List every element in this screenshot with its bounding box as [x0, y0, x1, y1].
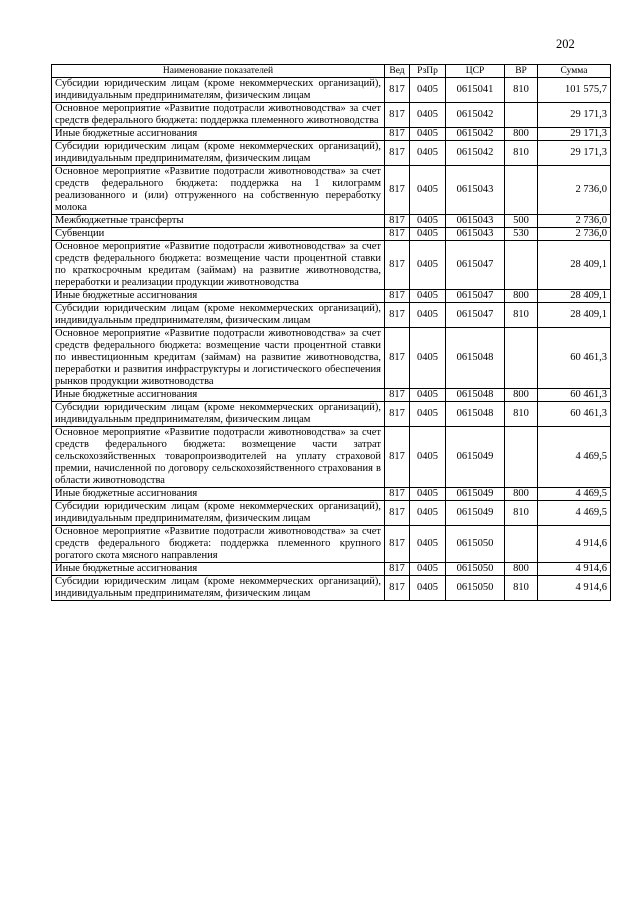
row-csr-cell: 0615048	[446, 389, 505, 402]
row-ved-cell: 817	[385, 290, 410, 303]
row-name-cell: Основное мероприятие «Развитие подотрасли животноводства» за счет средств федерального бюджета: поддержка племенного животноводства	[52, 103, 385, 128]
table-row	[52, 328, 611, 389]
row-ved-cell: 817	[385, 303, 410, 328]
row-rzpr-cell: 0405	[410, 501, 446, 526]
row-sum-cell: 60 461,3	[538, 328, 611, 389]
row-csr-cell: 0615050	[446, 576, 505, 601]
row-sum-cell: 2 736,0	[538, 228, 611, 241]
row-vr-cell: 810	[505, 78, 538, 103]
row-ved-cell: 817	[385, 241, 410, 290]
row-sum-cell: 28 409,1	[538, 241, 611, 290]
row-rzpr-cell: 0405	[410, 563, 446, 576]
row-vr-cell: 810	[505, 141, 538, 166]
row-vr-cell	[505, 241, 538, 290]
row-vr-cell	[505, 427, 538, 488]
row-sum-cell: 29 171,3	[538, 128, 611, 141]
row-vr-cell	[505, 526, 538, 563]
row-ved-cell: 817	[385, 166, 410, 215]
row-sum-cell: 60 461,3	[538, 389, 611, 402]
row-name-cell: Иные бюджетные ассигнования	[52, 290, 385, 303]
table-row	[52, 103, 611, 128]
row-csr-cell: 0615042	[446, 103, 505, 128]
row-csr-cell: 0615049	[446, 488, 505, 501]
row-vr-cell: 810	[505, 501, 538, 526]
row-csr-cell: 0615047	[446, 290, 505, 303]
row-ved-cell: 817	[385, 228, 410, 241]
table-row	[52, 526, 611, 563]
table-row	[52, 563, 611, 576]
table-row	[52, 402, 611, 427]
table-row	[52, 215, 611, 228]
table-row	[52, 128, 611, 141]
row-csr-cell: 0615047	[446, 303, 505, 328]
row-sum-cell: 4 914,6	[538, 576, 611, 601]
row-vr-cell: 800	[505, 389, 538, 402]
row-ved-cell: 817	[385, 328, 410, 389]
row-ved-cell: 817	[385, 215, 410, 228]
row-rzpr-cell: 0405	[410, 488, 446, 501]
row-csr-cell: 0615043	[446, 166, 505, 215]
row-rzpr-cell: 0405	[410, 402, 446, 427]
row-sum-cell: 28 409,1	[538, 290, 611, 303]
row-ved-cell: 817	[385, 103, 410, 128]
column-header-csr: ЦСР	[446, 65, 505, 78]
row-sum-cell: 60 461,3	[538, 402, 611, 427]
row-csr-cell: 0615043	[446, 228, 505, 241]
row-rzpr-cell: 0405	[410, 328, 446, 389]
table-row	[52, 389, 611, 402]
row-name-cell: Основное мероприятие «Развитие подотрасли животноводства» за счет средств федерального бюджета: возмещение части процентной ставки по краткосрочным кредитам (займам) на развитие животноводства, переработки и реализации продукции животноводства	[52, 241, 385, 290]
row-rzpr-cell: 0405	[410, 576, 446, 601]
row-sum-cell: 2 736,0	[538, 215, 611, 228]
row-rzpr-cell: 0405	[410, 215, 446, 228]
row-ved-cell: 817	[385, 526, 410, 563]
row-rzpr-cell: 0405	[410, 389, 446, 402]
row-ved-cell: 817	[385, 488, 410, 501]
row-csr-cell: 0615048	[446, 328, 505, 389]
row-rzpr-cell: 0405	[410, 427, 446, 488]
row-vr-cell: 500	[505, 215, 538, 228]
row-csr-cell: 0615050	[446, 526, 505, 563]
row-csr-cell: 0615049	[446, 427, 505, 488]
row-rzpr-cell: 0405	[410, 78, 446, 103]
row-vr-cell	[505, 166, 538, 215]
row-name-cell: Иные бюджетные ассигнования	[52, 563, 385, 576]
row-name-cell: Субсидии юридическим лицам (кроме некоммерческих организаций), индивидуальным предпринимателям, физическим лицам	[52, 501, 385, 526]
row-csr-cell: 0615050	[446, 563, 505, 576]
budget-table	[51, 64, 611, 601]
row-vr-cell: 800	[505, 563, 538, 576]
row-name-cell: Межбюджетные трансферты	[52, 215, 385, 228]
table-row	[52, 488, 611, 501]
table-row	[52, 303, 611, 328]
row-ved-cell: 817	[385, 576, 410, 601]
column-header-sum: Сумма	[538, 65, 611, 78]
row-vr-cell: 810	[505, 576, 538, 601]
row-name-cell: Субсидии юридическим лицам (кроме некоммерческих организаций), индивидуальным предпринимателям, физическим лицам	[52, 141, 385, 166]
row-ved-cell: 817	[385, 402, 410, 427]
table-row	[52, 576, 611, 601]
row-name-cell: Субсидии юридическим лицам (кроме некоммерческих организаций), индивидуальным предпринимателям, физическим лицам	[52, 78, 385, 103]
column-header-rzpr: РзПр	[410, 65, 446, 78]
row-csr-cell: 0615043	[446, 215, 505, 228]
row-rzpr-cell: 0405	[410, 128, 446, 141]
row-sum-cell: 4 914,6	[538, 563, 611, 576]
row-vr-cell: 530	[505, 228, 538, 241]
row-rzpr-cell: 0405	[410, 290, 446, 303]
table-row	[52, 228, 611, 241]
row-csr-cell: 0615042	[446, 141, 505, 166]
row-name-cell: Иные бюджетные ассигнования	[52, 488, 385, 501]
row-vr-cell: 800	[505, 128, 538, 141]
column-header-ved: Вед	[385, 65, 410, 78]
row-ved-cell: 817	[385, 563, 410, 576]
row-sum-cell: 4 914,6	[538, 526, 611, 563]
row-ved-cell: 817	[385, 78, 410, 103]
row-sum-cell: 4 469,5	[538, 501, 611, 526]
row-rzpr-cell: 0405	[410, 303, 446, 328]
row-rzpr-cell: 0405	[410, 166, 446, 215]
row-vr-cell: 800	[505, 488, 538, 501]
row-sum-cell: 28 409,1	[538, 303, 611, 328]
row-sum-cell: 101 575,7	[538, 78, 611, 103]
row-name-cell: Иные бюджетные ассигнования	[52, 389, 385, 402]
page-number: 202	[556, 37, 575, 51]
row-vr-cell	[505, 328, 538, 389]
row-vr-cell: 810	[505, 303, 538, 328]
row-rzpr-cell: 0405	[410, 103, 446, 128]
column-header-name: Наименование показателей	[52, 65, 385, 78]
row-vr-cell	[505, 103, 538, 128]
table-row	[52, 166, 611, 215]
table-header-row	[52, 65, 611, 78]
row-rzpr-cell: 0405	[410, 228, 446, 241]
row-name-cell: Основное мероприятие «Развитие подотрасли животноводства» за счет средств федерального бюджета: возмещение части процентной ставки по инвестиционным кредитам (займам) на развитие животноводства, переработки и развития инфраструктуры и логистического обеспечения рынков продукции животноводства	[52, 328, 385, 389]
row-rzpr-cell: 0405	[410, 141, 446, 166]
row-sum-cell: 4 469,5	[538, 488, 611, 501]
row-name-cell: Субвенции	[52, 228, 385, 241]
row-ved-cell: 817	[385, 128, 410, 141]
table-row	[52, 290, 611, 303]
row-sum-cell: 29 171,3	[538, 141, 611, 166]
row-csr-cell: 0615047	[446, 241, 505, 290]
row-name-cell: Субсидии юридическим лицам (кроме некоммерческих организаций), индивидуальным предпринимателям, физическим лицам	[52, 402, 385, 427]
row-sum-cell: 29 171,3	[538, 103, 611, 128]
row-name-cell: Основное мероприятие «Развитие подотрасли животноводства» за счет средств федерального бюджета: поддержка на 1 килограмм реализованного и (или) отгруженного на собственную переработку молока	[52, 166, 385, 215]
table-row	[52, 427, 611, 488]
table-row	[52, 501, 611, 526]
row-name-cell: Иные бюджетные ассигнования	[52, 128, 385, 141]
row-csr-cell: 0615048	[446, 402, 505, 427]
row-vr-cell: 800	[505, 290, 538, 303]
row-rzpr-cell: 0405	[410, 526, 446, 563]
row-csr-cell: 0615042	[446, 128, 505, 141]
row-csr-cell: 0615049	[446, 501, 505, 526]
row-ved-cell: 817	[385, 141, 410, 166]
row-name-cell: Основное мероприятие «Развитие подотрасли животноводства» за счет средств федерального бюджета: возмещение части затрат сельскохозяйственных товаропроизводителей на уплату страховой премии, начисленной по договору сельскохозяйственного страхования в области животноводства	[52, 427, 385, 488]
row-name-cell: Основное мероприятие «Развитие подотрасли животноводства» за счет средств федерального бюджета: поддержка племенного крупного рогатого скота мясного направления	[52, 526, 385, 563]
row-rzpr-cell: 0405	[410, 241, 446, 290]
row-name-cell: Субсидии юридическим лицам (кроме некоммерческих организаций), индивидуальным предпринимателям, физическим лицам	[52, 576, 385, 601]
row-ved-cell: 817	[385, 427, 410, 488]
row-name-cell: Субсидии юридическим лицам (кроме некоммерческих организаций), индивидуальным предпринимателям, физическим лицам	[52, 303, 385, 328]
row-ved-cell: 817	[385, 389, 410, 402]
row-ved-cell: 817	[385, 501, 410, 526]
table-row	[52, 78, 611, 103]
row-sum-cell: 2 736,0	[538, 166, 611, 215]
row-vr-cell: 810	[505, 402, 538, 427]
table-row	[52, 141, 611, 166]
column-header-vr: ВР	[505, 65, 538, 78]
table-body	[52, 78, 611, 601]
row-csr-cell: 0615041	[446, 78, 505, 103]
row-sum-cell: 4 469,5	[538, 427, 611, 488]
table-row	[52, 241, 611, 290]
